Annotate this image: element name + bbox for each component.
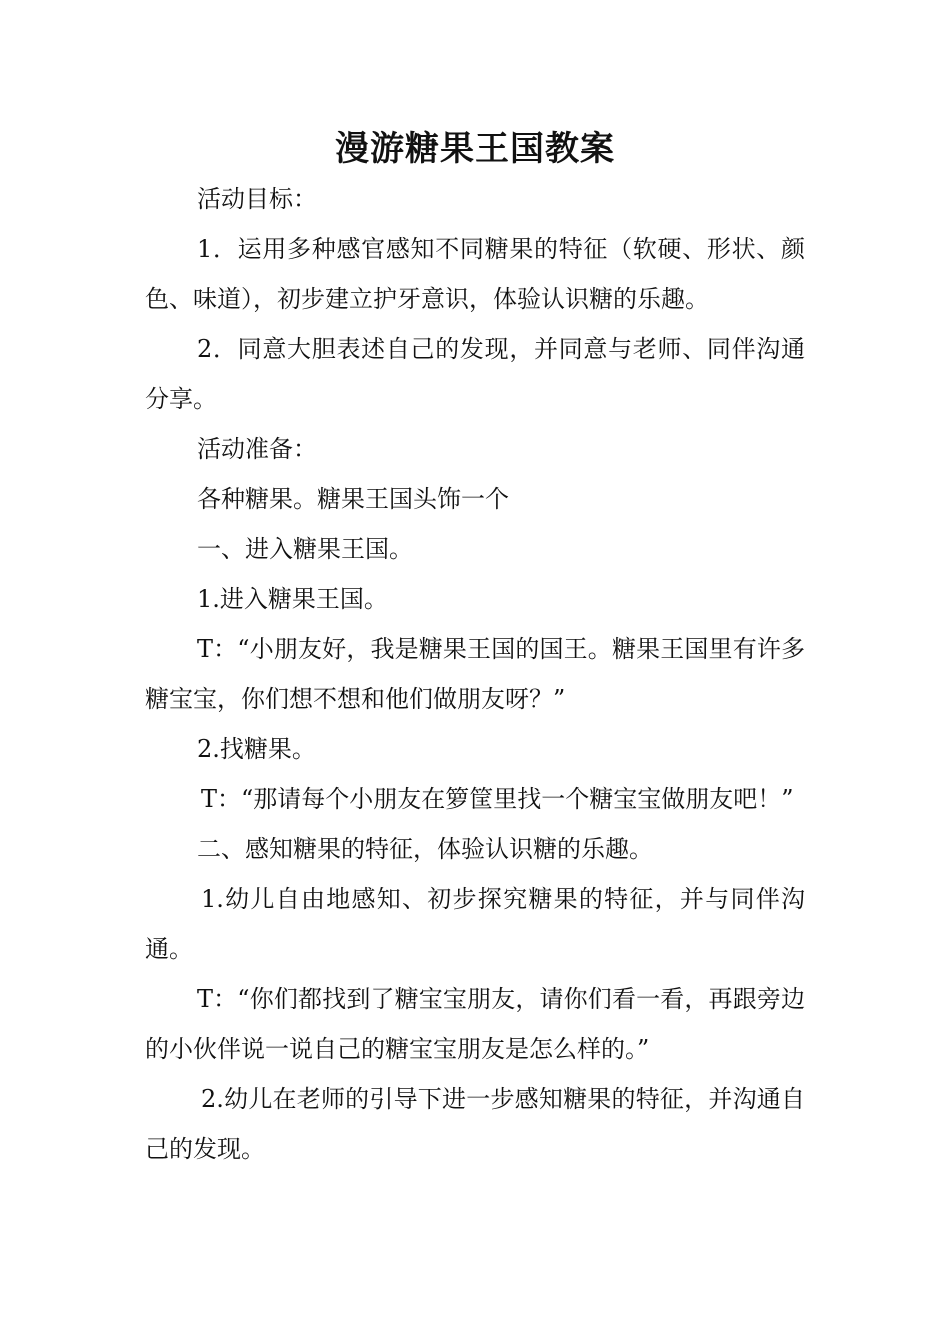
paragraph-section-1-heading: 一、进入糖果王国。 (197, 535, 413, 563)
paragraph-goal-2: 2．同意大胆表述自己的发现，并同意与老师、同伴沟通分享。 (145, 335, 805, 413)
paragraph-teacher-line-2: T：“那请每个小朋友在箩筐里找一个糖宝宝做朋友吧！” (201, 785, 794, 813)
paragraph-step-1-1: 1.进入糖果王国。 (197, 585, 388, 613)
paragraph-step-1-2: 2.找糖果。 (197, 735, 316, 763)
paragraph-step-2-1: 1.幼儿自由地感知、初步探究糖果的特征，并与同伴沟通。 (145, 885, 805, 963)
paragraph-preparation: 各种糖果。糖果王国头饰一个 (197, 485, 509, 513)
paragraph-step-2-2: 2.幼儿在老师的引导下进一步感知糖果的特征，并沟通自己的发现。 (145, 1085, 805, 1163)
paragraph-teacher-line-1: T：“小朋友好，我是糖果王国的国王。糖果王国里有许多糖宝宝，你们想不想和他们做朋友呀？” (145, 635, 805, 713)
paragraph-goal-1: 1．运用多种感官感知不同糖果的特征（软硬、形状、颜色、味道），初步建立护牙意识，体验认识糖的乐趣。 (145, 235, 805, 313)
paragraph-section-2-heading: 二、感知糖果的特征，体验认识糖的乐趣。 (197, 835, 653, 863)
document-body (145, 174, 805, 1174)
paragraph-activity-goals-heading: 活动目标： (197, 185, 317, 213)
paragraph-teacher-line-3: T：“你们都找到了糖宝宝朋友，请你们看一看，再跟旁边的小伙伴说一说自己的糖宝宝朋友是怎么样的。” (145, 985, 805, 1063)
page-title: 漫游糖果王国教案 (335, 129, 615, 169)
paragraph-preparation-heading: 活动准备： (197, 435, 317, 463)
